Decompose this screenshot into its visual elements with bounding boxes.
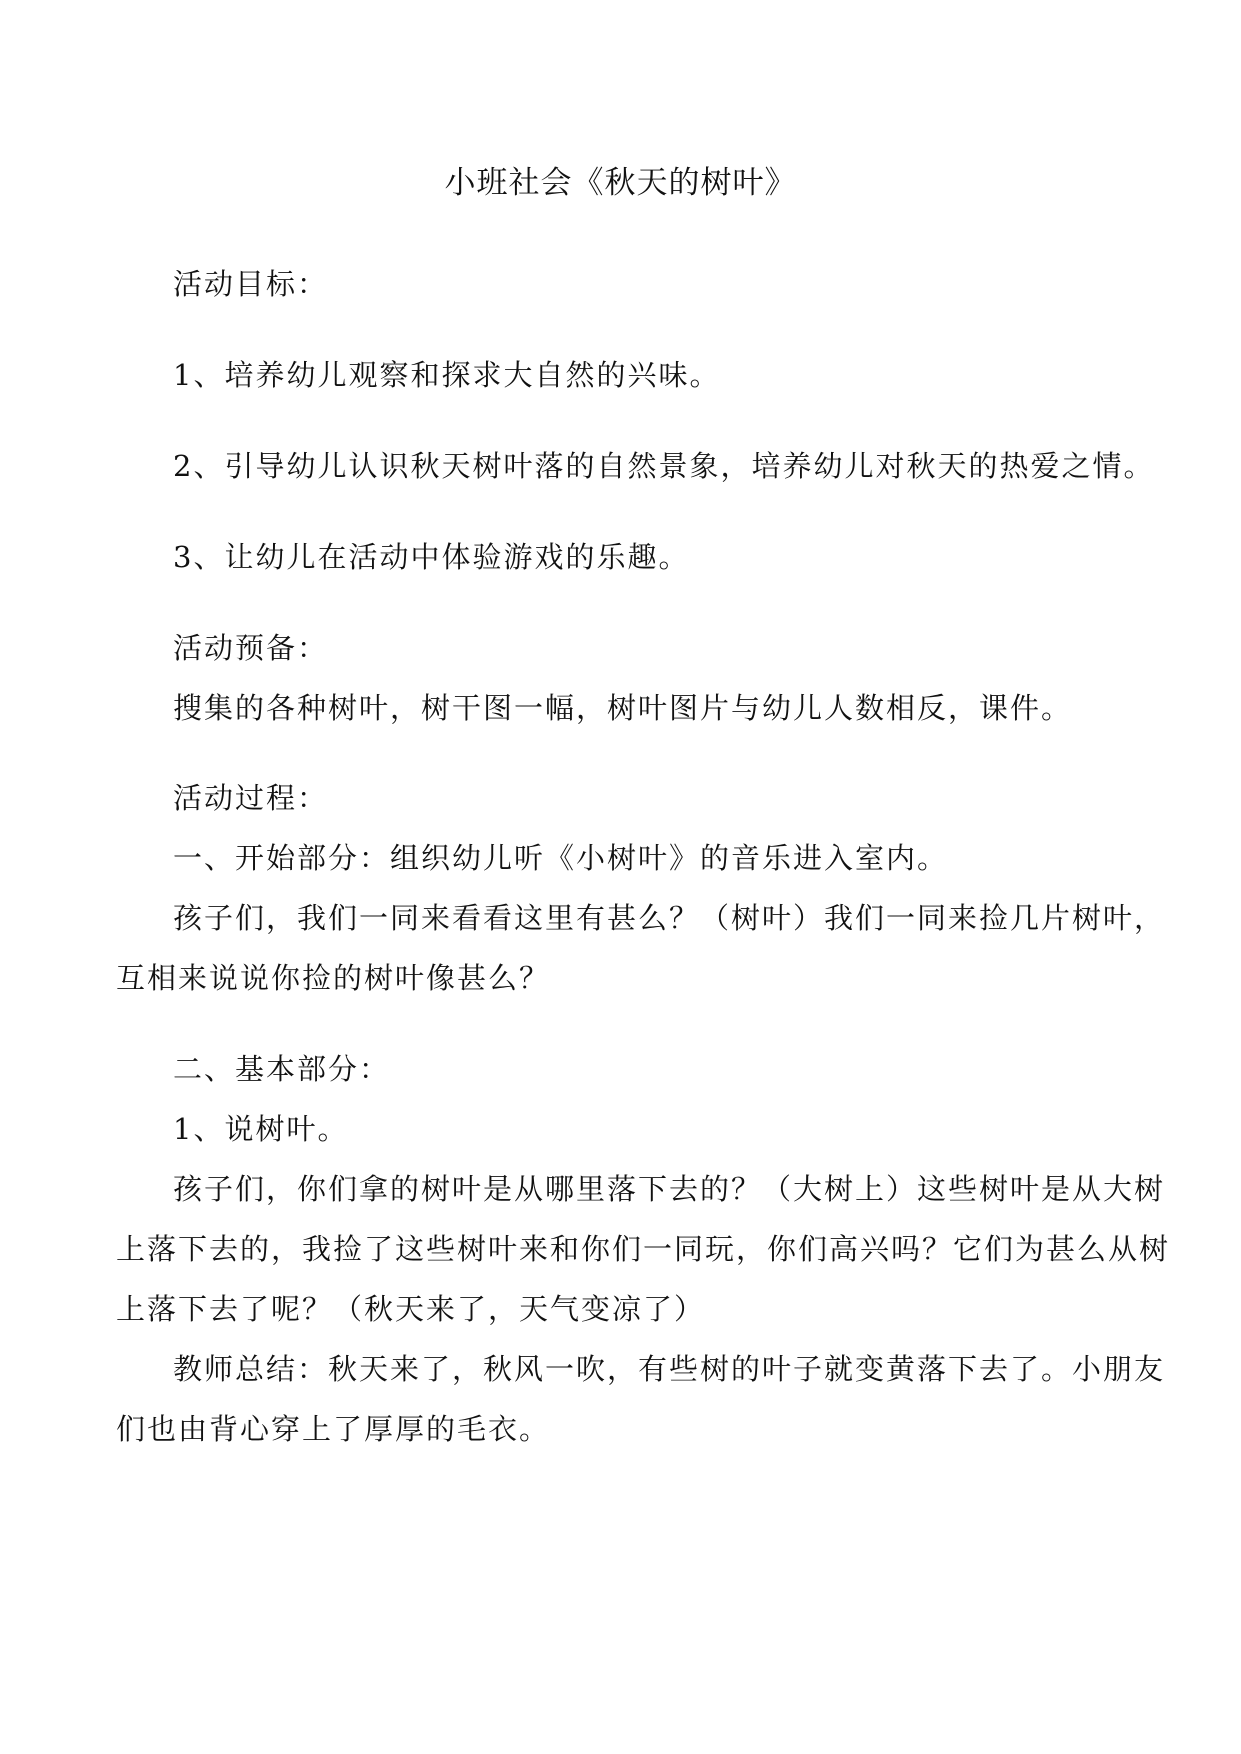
step1-heading: 1、说树叶。 <box>173 1112 349 1146</box>
process-heading: 活动过程： <box>173 781 329 815</box>
summary-line: 教师总结：秋天来了，秋风一吹，有些树的叶子就变黄落下去了。小朋友 <box>173 1352 1166 1386</box>
part1-paragraph-line: 孩子们，我们一同来看看这里有甚么？（树叶）我们一同来捡几片树叶， <box>173 901 1166 935</box>
summary-line: 们也由背心穿上了厚厚的毛衣。 <box>116 1412 551 1446</box>
goal-item-3: 3、让幼儿在活动中体验游戏的乐趣。 <box>173 540 690 574</box>
goal-item-1: 1、培养幼儿观察和探求大自然的兴味。 <box>173 358 721 392</box>
prep-text: 搜集的各种树叶，树干图一幅，树叶图片与幼儿人数相反，课件。 <box>173 691 1073 725</box>
step1-paragraph-line: 上落下去了呢？（秋天来了，天气变凉了） <box>116 1292 706 1326</box>
document-title: 小班社会《秋天的树叶》 <box>444 165 797 201</box>
step1-paragraph-line: 孩子们，你们拿的树叶是从哪里落下去的？（大树上）这些树叶是从大树 <box>173 1172 1166 1206</box>
prep-heading: 活动预备： <box>173 631 329 665</box>
part1-paragraph-line: 互相来说说你捡的树叶像甚么？ <box>116 961 551 995</box>
goals-heading: 活动目标： <box>173 267 329 301</box>
step1-paragraph-line: 上落下去的，我捡了这些树叶来和你们一同玩，你们高兴吗？它们为甚么从树 <box>116 1232 1171 1266</box>
part2-heading: 二、基本部分： <box>173 1052 391 1086</box>
goal-item-2: 2、引导幼儿认识秋天树叶落的自然景象，培养幼儿对秋天的热爱之情。 <box>173 449 1155 483</box>
part1-heading: 一、开始部分：组织幼儿听《小树叶》的音乐进入室内。 <box>173 841 949 875</box>
